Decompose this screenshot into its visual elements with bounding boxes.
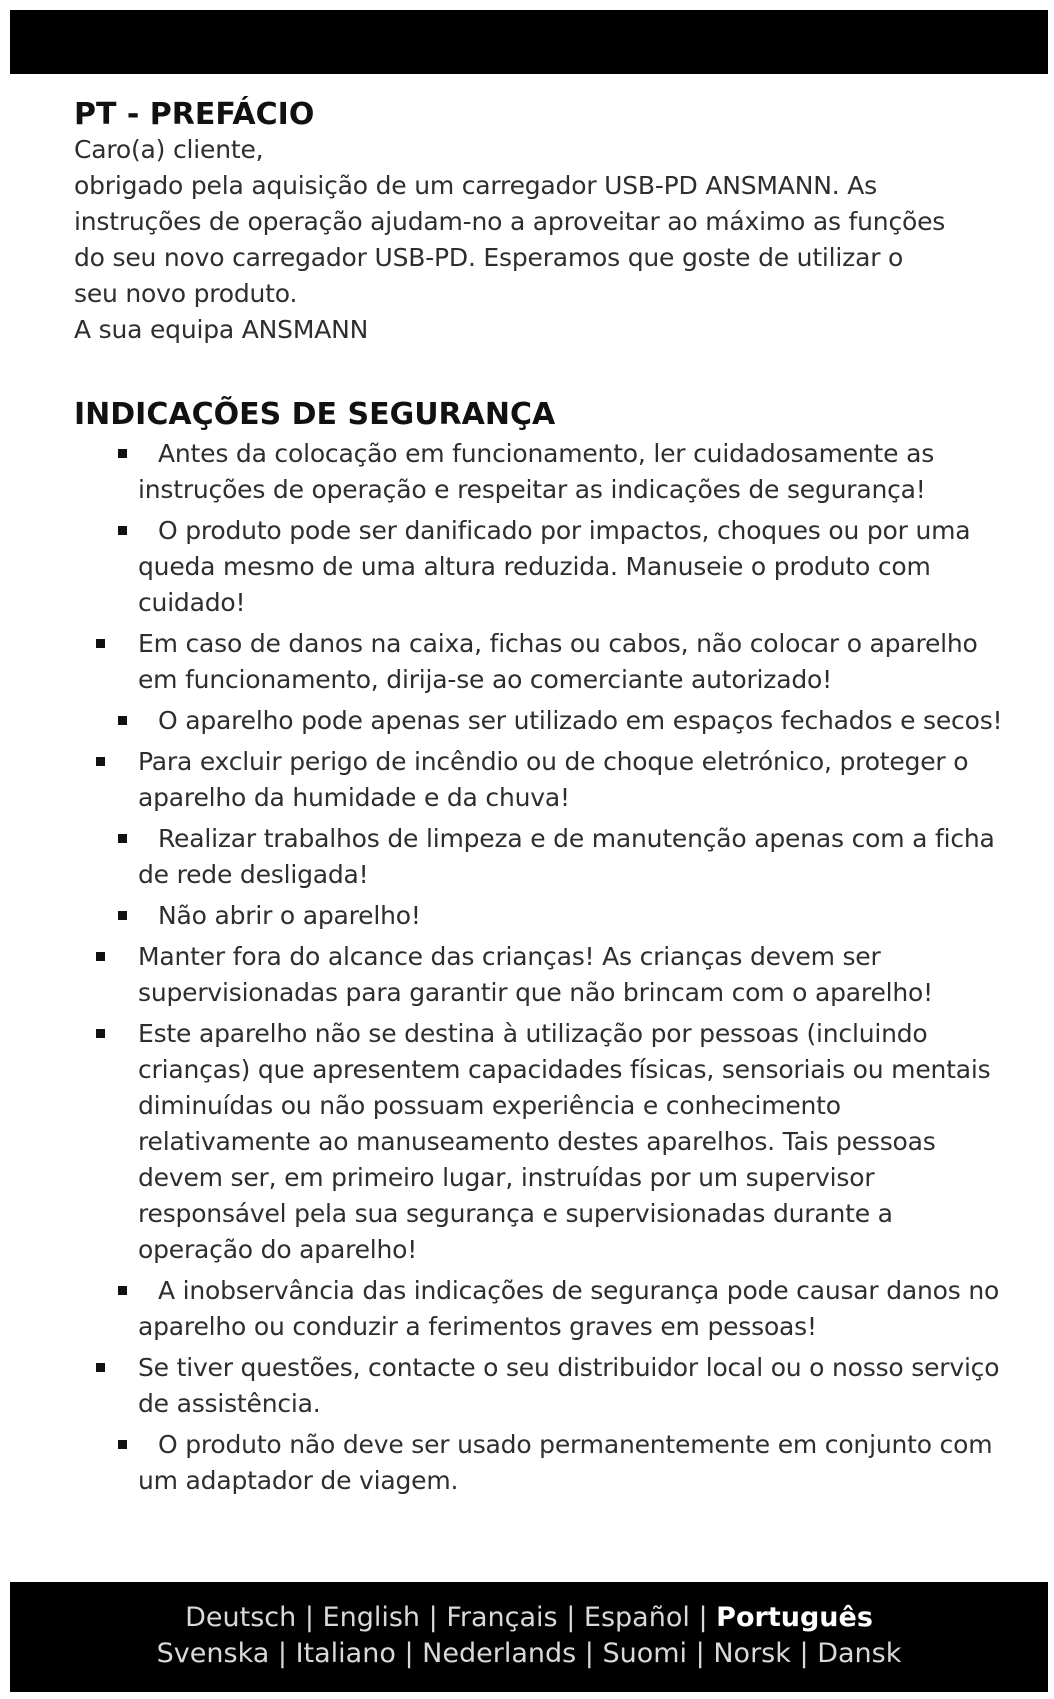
list-item — [74, 1350, 1004, 1422]
bullet-icon — [118, 1440, 127, 1449]
language-separator: | — [566, 1602, 576, 1633]
language-separator: | — [404, 1638, 414, 1669]
language-nederlands: Nederlands — [422, 1638, 577, 1669]
language-english: English — [322, 1602, 421, 1633]
bullet-icon — [96, 639, 105, 648]
preface-line: seu novo produto. — [74, 279, 298, 308]
preface-line: obrigado pela aquisição de um carregador USB-PD ANSMANN. As — [74, 171, 877, 200]
list-item — [74, 939, 1004, 1011]
header-bar — [10, 10, 1048, 74]
list-item-text: Manter fora do alcance das crianças! As crianças devem ser supervisionadas para garantir que não brincam com o aparelho! — [138, 942, 933, 1007]
list-item-text: Em caso de danos na caixa, fichas ou cabos, não colocar o aparelho em funcionamento, dirija-se ao comerciante autorizado! — [138, 629, 978, 694]
preface-line: instruções de operação ajudam-no a aproveitar ao máximo as funções — [74, 207, 946, 236]
language-suomi: Suomi — [602, 1638, 688, 1669]
safety-title: INDICAÇÕES DE SEGURANÇA — [74, 397, 556, 432]
list-item-text: Este aparelho não se destina à utilização por pessoas (incluindo crianças) que apresentem capacidades físicas, sensoriais ou mentais diminuídas ou não possuam experiência e conhecimento relativamente ao manuseamento destes aparelhos. Tais pessoas devem ser, em primeiro lugar, instruídas por um supervisor responsável pela sua segurança e supervisionadas durante a operação do aparelho! — [138, 1019, 991, 1264]
language-separator: | — [304, 1602, 314, 1633]
bullet-icon — [118, 1286, 127, 1295]
list-item-text: Não abrir o aparelho! — [158, 901, 421, 930]
language-deutsch: Deutsch — [185, 1602, 297, 1633]
bullet-icon — [96, 952, 105, 961]
list-item — [74, 898, 1004, 934]
list-item — [74, 513, 1004, 621]
language-dansk: Dansk — [817, 1638, 902, 1669]
list-item-text: Para excluir perigo de incêndio ou de choque eletrónico, proteger o aparelho da humidade e da chuva! — [138, 747, 969, 812]
language-row — [10, 1636, 1048, 1672]
list-item — [74, 626, 1004, 698]
preface-line: do seu novo carregador USB-PD. Esperamos que goste de utilizar o — [74, 243, 904, 272]
list-item-text: Se tiver questões, contacte o seu distribuidor local ou o nosso serviço de assistência. — [138, 1353, 1000, 1418]
list-item-text: Antes da colocação em funcionamento, ler cuidadosamente as instruções de operação e respeitar as indicações de segurança! — [138, 439, 935, 504]
preface-greeting: Caro(a) cliente, — [74, 135, 264, 164]
list-item — [74, 744, 1004, 816]
list-item — [74, 1427, 1004, 1499]
bullet-icon — [118, 449, 127, 458]
manual-page — [74, 98, 1004, 1504]
list-item-text: A inobservância das indicações de segurança pode causar danos no aparelho ou conduzir a ferimentos graves em pessoas! — [138, 1276, 1000, 1341]
language-separator: | — [428, 1602, 438, 1633]
bullet-icon — [118, 911, 127, 920]
bullet-icon — [118, 716, 127, 725]
language-row — [10, 1600, 1048, 1636]
language-norsk: Norsk — [713, 1638, 791, 1669]
language-separator: | — [698, 1602, 708, 1633]
language-portugues-current: Português — [716, 1602, 873, 1633]
bullet-icon — [96, 757, 105, 766]
list-item — [74, 1016, 1004, 1268]
list-item-text: O aparelho pode apenas ser utilizado em espaços fechados e secos! — [158, 706, 1003, 735]
bullet-icon — [118, 526, 127, 535]
language-espanol: Español — [583, 1602, 690, 1633]
language-separator: | — [277, 1638, 287, 1669]
language-italiano: Italiano — [295, 1638, 396, 1669]
language-separator: | — [799, 1638, 809, 1669]
safety-list — [74, 436, 1004, 1499]
preface-signature: A sua equipa ANSMANN — [74, 315, 369, 344]
list-item — [74, 436, 1004, 508]
list-item — [74, 1273, 1004, 1345]
bullet-icon — [96, 1029, 105, 1038]
bullet-icon — [118, 834, 127, 843]
language-separator: | — [584, 1638, 594, 1669]
list-item — [74, 821, 1004, 893]
list-item — [74, 703, 1004, 739]
language-separator: | — [695, 1638, 705, 1669]
preface-title: PT - PREFÁCIO — [74, 97, 315, 132]
language-bar — [10, 1582, 1048, 1692]
language-francais: Français — [446, 1602, 558, 1633]
list-item-text: Realizar trabalhos de limpeza e de manutenção apenas com a ficha de rede desligada! — [138, 824, 995, 889]
language-svenska: Svenska — [156, 1638, 270, 1669]
list-item-text: O produto não deve ser usado permanentemente em conjunto com um adaptador de viagem. — [138, 1430, 993, 1495]
bullet-icon — [96, 1363, 105, 1372]
list-item-text: O produto pode ser danificado por impactos, choques ou por uma queda mesmo de uma altura reduzida. Manuseie o produto com cuidado! — [138, 516, 971, 617]
